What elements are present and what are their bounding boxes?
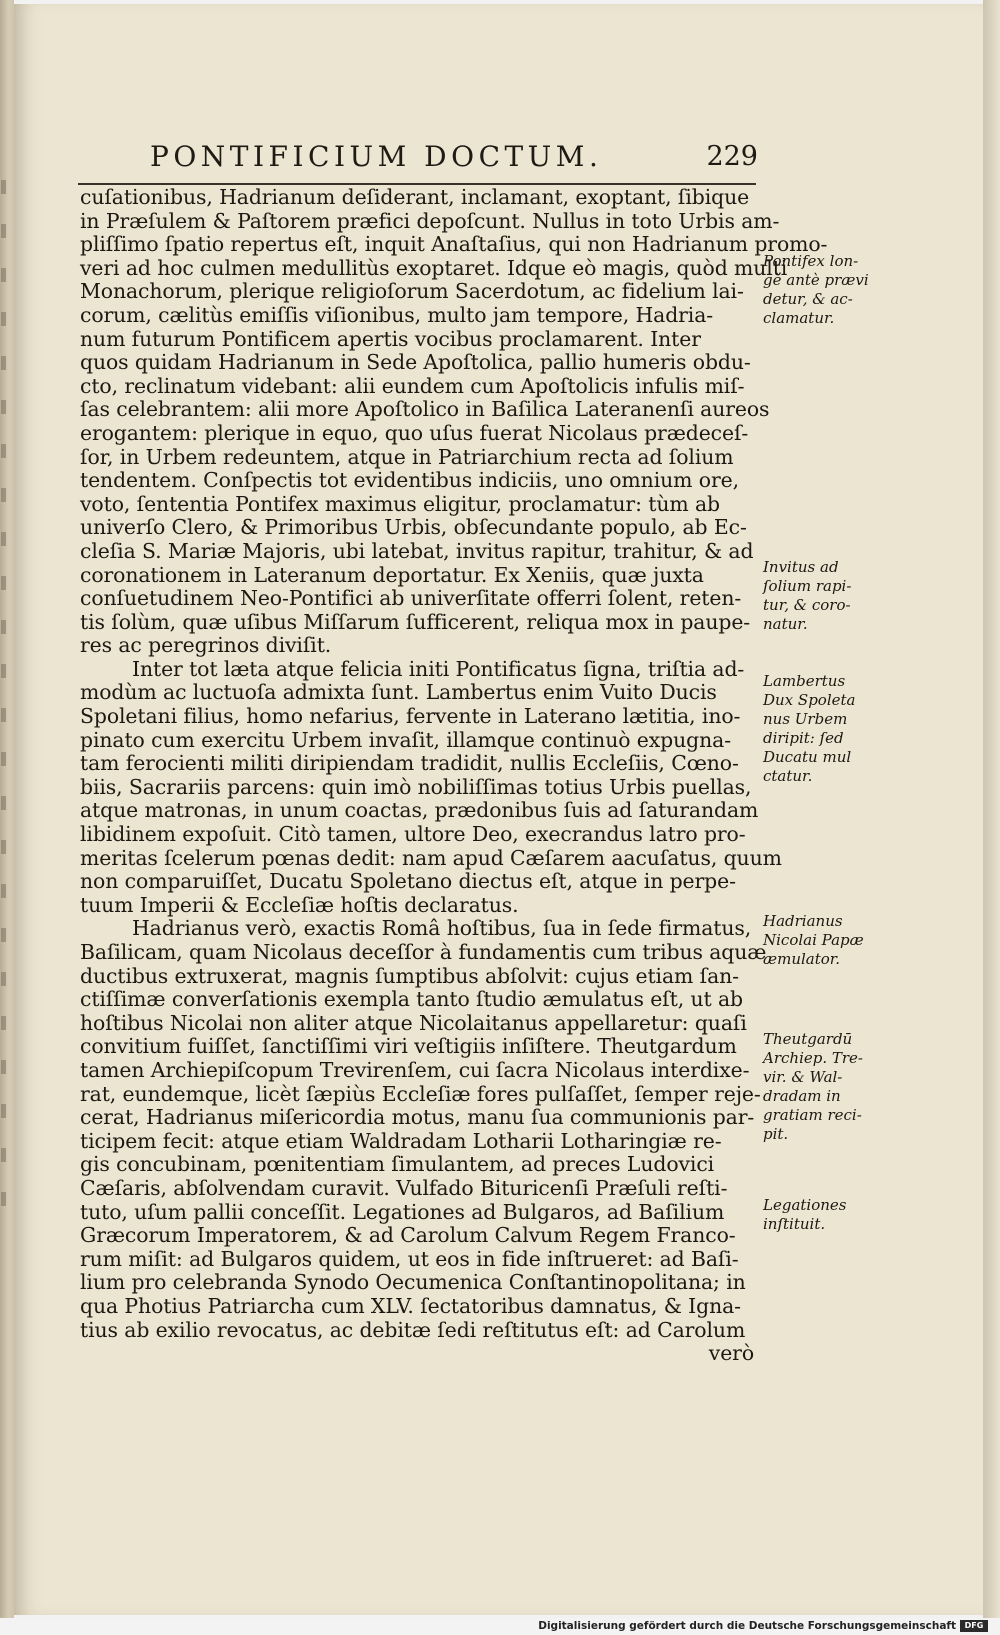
text-line: conſuetudinem Neo-Pontifici ab univerſitate offerri ſolent, reten- [80, 586, 742, 611]
margin-note-line: ſolium rapi- [763, 577, 852, 595]
text-line: coronationem in Lateranum deportatur. Ex Xeniis, quæ juxta [80, 562, 704, 587]
text-line: libidinem expoſuit. Citò tamen, ultore Deo, execrandus latro pro- [80, 822, 746, 847]
margin-note-line: inſtituit. [763, 1215, 826, 1233]
margin-note-line: Legationes [763, 1196, 847, 1214]
text-line: cleſia S. Mariæ Majoris, ubi latebat, invitus rapitur, trahitur, & ad [80, 538, 754, 563]
margin-note-line: detur, & ac- [763, 290, 853, 308]
text-line: biis, Sacrariis parcens: quin imò nobiliſſimas totius Urbis puellas, [80, 774, 752, 799]
text-line: tamen Archiepiſcopum Trevirenſem, cui ſacra Nicolaus interdixe- [80, 1057, 750, 1082]
running-head [150, 140, 760, 180]
gutter-show-through [1, 180, 13, 1236]
margin-note-line: tur, & coro- [763, 596, 851, 614]
dfg-logo: DFG [960, 1620, 988, 1632]
margin-note [763, 252, 869, 328]
text-line: ctiſſimæ converſationis exempla tanto ſtudio æmulatus eſt, ut ab [80, 987, 743, 1012]
margin-note [763, 1030, 863, 1144]
book-gutter [0, 0, 14, 1635]
text-line: corum, cælitùs emiſſis viſionibus, multo jam tempore, Hadria- [80, 302, 714, 327]
margin-note-line: diripit: ſed [763, 729, 844, 747]
margin-note [763, 1196, 863, 1234]
margin-note-line: gratiam reci- [763, 1106, 862, 1124]
text-line: Monachorum, plerique religioſorum Sacerdotum, ac fidelium lai- [80, 279, 744, 304]
text-line: univerſo Clero, & Primoribus Urbis, obſecundante populo, ab Ec- [80, 515, 747, 540]
text-line: ſas celebrantem: alii more Apoſtolico in Baſilica Lateranenſi aureos [80, 397, 770, 422]
text-line: Inter tot læta atque felicia initi Pontificatus ſigna, triſtia ad- [132, 656, 745, 681]
page-number: 229 [706, 141, 758, 172]
text-line: cerat, Hadrianus miſericordia motus, manu ſua communionis par- [80, 1105, 755, 1130]
text-line: ductibus extruxerat, magnis ſumptibus abſolvit: cujus etiam ſan- [80, 963, 739, 988]
text-line: meritas ſcelerum pœnas dedit: nam apud Cæſarem aacuſatus, quum [80, 845, 782, 870]
page-edge [983, 0, 1000, 1618]
margin-note-line: æmulator. [763, 950, 841, 968]
margin-note-line: Lambertus [763, 672, 846, 690]
margin-note [763, 912, 863, 969]
margin-note [763, 558, 863, 634]
text-line: quos quidam Hadrianum in Sede Apoſtolica, pallio humeris obdu- [80, 350, 751, 375]
text-line: atque matronas, in unum coactas, prædonibus ſuis ad ſaturandam [80, 798, 759, 823]
text-line: erogantem: plerique in equo, quo uſus fuerat Nicolaus prædeceſ- [80, 420, 749, 445]
text-line: tis ſolùm, quæ uſibus Miſſarum ſufficerent, reliqua mox in paupe- [80, 609, 751, 634]
text-line: ticipem fecit: atque etiam Waldradam Lotharii Lotharingiæ re- [80, 1128, 722, 1153]
text-line: tendentem. Conſpectis tot evidentibus indiciis, uno omnium ore, [80, 468, 739, 493]
margin-note-line: pit. [763, 1125, 789, 1143]
margin-note-line: Invitus ad [763, 558, 839, 576]
text-line: rum miſit: ad Bulgaros quidem, ut eos in fide inſtrueret: ad Baſi- [80, 1246, 739, 1271]
text-line: voto, ſententia Pontifex maximus eligitur, proclamatur: tùm ab [80, 491, 720, 516]
running-title: PONTIFICIUM DOCTUM. [150, 140, 603, 173]
text-line: veri ad hoc culmen medullitùs exoptaret. Idque eò magis, quòd multi [80, 255, 788, 280]
text-line: ſor, in Urbem redeuntem, atque in Patriarchium recta ad ſolium [80, 444, 734, 469]
text-line: tuum Imperii & Eccleſiæ hoſtis declaratus. [80, 892, 519, 917]
digitization-credit: Digitalisierung gefördert durch die Deutsche Forschungsgemeinschaft [538, 1620, 956, 1632]
margin-note-line: Theutgardū [763, 1030, 853, 1048]
text-line: tam ferocienti militi diripiendam tradidit, nullis Eccleſiis, Cœno- [80, 751, 739, 776]
margin-note-line: Pontifex lon- [763, 252, 859, 270]
margin-note-line: Archiep. Tre- [763, 1049, 863, 1067]
margin-note-line: nus Urbem [763, 710, 848, 728]
margin-note-line: ctatur. [763, 767, 813, 785]
text-line: in Præſulem & Paſtorem præfici depoſcunt. Nullus in toto Urbis am- [80, 208, 780, 233]
text-line: cuſationibus, Hadrianum deſiderant, inclamant, exoptant, ſibique [80, 185, 750, 209]
text-line: rat, eundemque, licèt ſæpiùs Eccleſiæ fores pulſaſſet, ſemper reje- [80, 1081, 761, 1106]
text-line: num futurum Pontificem apertis vocibus proclamarent. Inter [80, 326, 701, 351]
footer-strip [0, 1618, 1000, 1635]
margin-note-line: clamatur. [763, 309, 835, 327]
margin-note-line: Ducatu mul [763, 748, 852, 766]
text-line: cto, reclinatum videbant: alii eundem cum Apoſtolicis infulis miſ- [80, 373, 745, 398]
text-line: tius ab exilio revocatus, ac debitæ ſedi reſtitutus eſt: ad Carolum [80, 1317, 746, 1342]
margin-note-line: natur. [763, 615, 808, 633]
text-line: convitium fuiſſet, ſanctiſſimi viri veſtigiis inſiſtere. Theutgardum [80, 1034, 737, 1059]
margin-note-line: Nicolai Papæ [763, 931, 864, 949]
text-line: Cæſaris, abſolvendam curavit. Vulfado Bituricenſi Præſuli reſti- [80, 1175, 728, 1200]
text-line: qua Photius Patriarcha cum XLV. ſectatoribus damnatus, & Igna- [80, 1293, 741, 1318]
text-line: Hadrianus verò, exactis Româ hoſtibus, ſua in ſede firmatus, [132, 916, 752, 941]
text-line: Græcorum Imperatorem, & ad Carolum Calvum Regem Franco- [80, 1223, 736, 1248]
margin-note-line: vir. & Wal- [763, 1068, 843, 1086]
margin-note-line: Hadrianus [763, 912, 843, 930]
text-line: Baſilicam, quam Nicolaus deceſſor à fundamentis cum tribus aquæ [80, 940, 767, 964]
text-line: hoſtibus Nicolai non aliter atque Nicolaitanus appellaretur: quaſi [80, 1010, 747, 1035]
margin-note-line: gè antè prævi [763, 271, 869, 289]
text-line: gis concubinam, pœnitentiam ſimulantem, ad preces Ludovici [80, 1152, 715, 1177]
text-line: modùm ac luctuoſa admixta ſunt. Lambertus enim Vuito Ducis [80, 680, 717, 705]
text-line: lium pro celebranda Synodo Oecumenica Conſtantinopolitana; in [80, 1270, 746, 1295]
text-line: pliſſimo ſpatio repertus eſt, inquit Anaſtaſius, qui non Hadrianum promo- [80, 232, 828, 257]
text-line: verò [708, 1341, 754, 1366]
text-line: res ac peregrinos diviſit. [80, 633, 332, 658]
text-line: non comparuiſſet, Ducatu Spoletano diectus eſt, atque in perpe- [80, 869, 736, 894]
text-line: Spoletani filius, homo nefarius, fervente in Laterano lætitia, ino- [80, 704, 741, 729]
margin-note [763, 672, 863, 786]
margin-note-line: Dux Spoleta [763, 691, 856, 709]
text-line: tuto, uſum pallii conceſſit. Legationes ad Bulgaros, ad Baſilium [80, 1199, 725, 1224]
text-line: pinato cum exercitu Urbem invaſit, illamque continuò expugna- [80, 727, 731, 752]
margin-note-line: dradam in [763, 1087, 841, 1105]
